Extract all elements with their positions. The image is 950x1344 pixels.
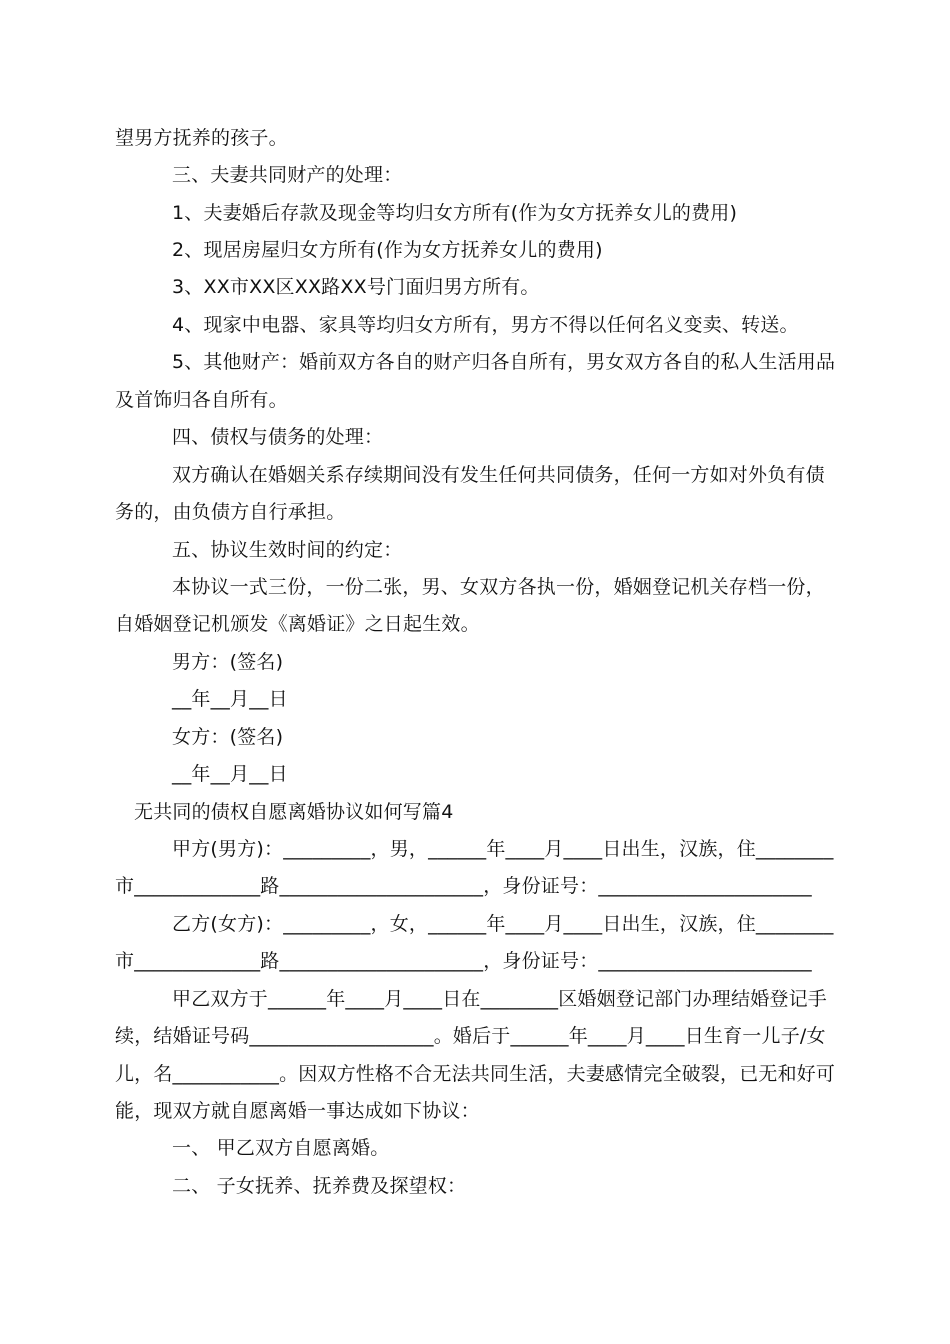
section-heading: 四、债权与债务的处理： xyxy=(172,426,384,448)
party-a-line: 甲方(男方)：_________，男，______年____月____日出生，汉族，住________ xyxy=(172,838,834,860)
female-date-line: __年__月__日 xyxy=(172,763,288,785)
text-line: 自婚姻登记机颁发《离婚证》之日起生效。 xyxy=(115,613,480,635)
text-line: 能，现双方就自愿离婚一事达成如下协议： xyxy=(115,1100,480,1122)
text-line: 5、其他财产：婚前双方各自的财产归各自所有，男女双方各自的私人生活用品 xyxy=(172,351,836,373)
section-heading: 三、夫妻共同财产的处理： xyxy=(172,164,403,186)
text-line: 望男方抚养的孩子。 xyxy=(115,127,288,149)
party-a-address-line: 市_____________路_____________________，身份证号：______________________ xyxy=(115,875,812,897)
text-line: 及首饰归各自所有。 xyxy=(115,389,288,411)
section-heading: 五、协议生效时间的约定： xyxy=(172,539,403,561)
text-line: 2、现居房屋归女方所有(作为女方抚养女儿的费用) xyxy=(172,239,603,261)
male-date-line: __年__月__日 xyxy=(172,688,288,710)
male-signature-line: 男方：(签名) xyxy=(172,651,284,673)
female-signature-line: 女方：(签名) xyxy=(172,726,284,748)
text-line: 双方确认在婚姻关系存续期间没有发生任何共同债务，任何一方如对外负有债 xyxy=(172,464,825,486)
text-line: 1、夫妻婚后存款及现金等均归女方所有(作为女方抚养女儿的费用) xyxy=(172,202,738,224)
text-line: 儿，名___________。因双方性格不合无法共同生活，夫妻感情完全破裂，已无和好可 xyxy=(115,1063,836,1085)
text-line: 务的，由负债方自行承担。 xyxy=(115,501,346,523)
text-line: 3、XX市XX区XX路XX号门面归男方所有。 xyxy=(172,276,540,298)
text-line: 4、现家中电器、家具等均归女方所有，男方不得以任何名义变卖、转送。 xyxy=(172,314,799,336)
section-heading: 二、 子女抚养、抚养费及探望权： xyxy=(172,1175,467,1197)
text-line: 本协议一式三份，一份二张，男、女双方各执一份，婚姻登记机关存档一份， xyxy=(172,576,825,598)
text-line: 续，结婚证号码___________________。婚后于______年____月____日生育一儿子/女 xyxy=(115,1025,826,1047)
party-b-address-line: 市_____________路_____________________，身份证号：______________________ xyxy=(115,950,812,972)
section-heading: 一、 甲乙双方自愿离婚。 xyxy=(172,1137,390,1159)
text-line: 甲乙双方于______年____月____日在________区婚姻登记部门办理结婚登记手 xyxy=(172,988,828,1010)
document-subtitle: 无共同的债权自愿离婚协议如何写篇4 xyxy=(134,801,454,823)
party-b-line: 乙方(女方)：_________，女，______年____月____日出生，汉族，住________ xyxy=(172,913,834,935)
